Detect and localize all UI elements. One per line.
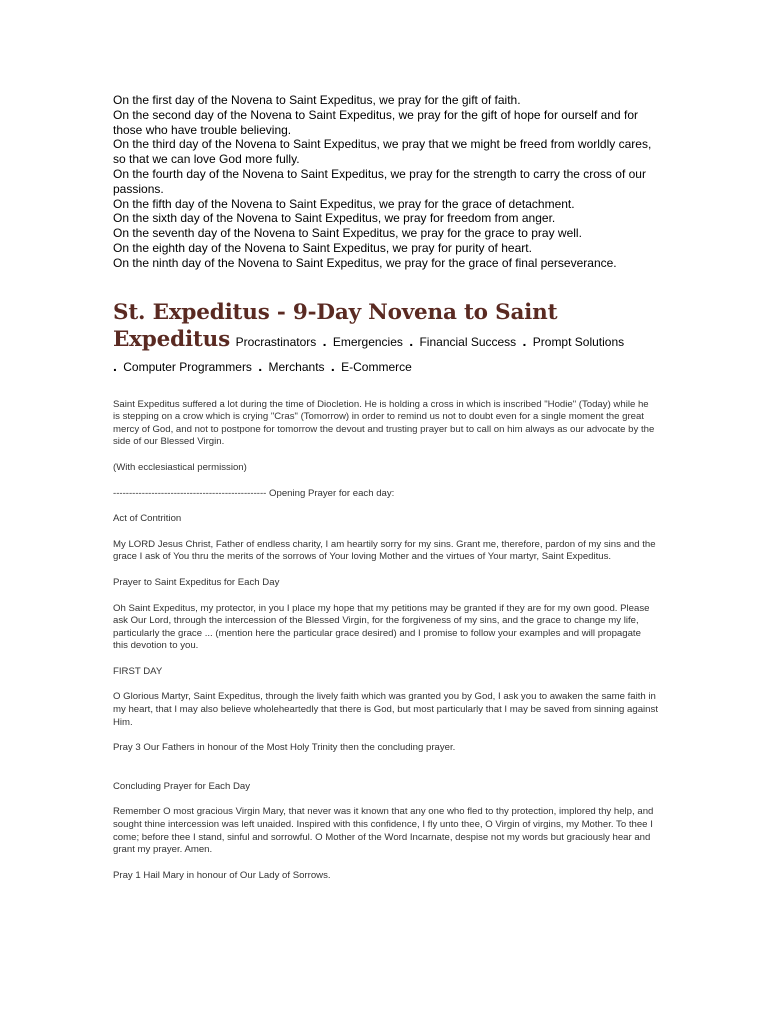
tag-separator: .	[322, 332, 327, 349]
intention-day-8: On the eighth day of the Novena to Saint Expeditus, we pray for purity of heart.	[113, 240, 532, 255]
tag: Merchants	[268, 359, 325, 374]
intention-day-1: On the first day of the Novena to Saint Expeditus, we pray for the gift of faith.	[113, 93, 521, 107]
tag-separator: .	[522, 332, 527, 349]
section-heading	[113, 299, 658, 379]
act-of-contrition-text: My LORD Jesus Christ, Father of endless charity, I am heartily sorry for my sins. Grant me, therefore, pardon of my sins and the grace I ask of You thru the merits of the sorrows of Your loving Mother and the virtues of Your martyr, Saint Expeditus.	[113, 538, 656, 563]
tag: Financial Success	[419, 334, 517, 349]
tag: Procrastinators	[235, 334, 317, 349]
tag-separator: .	[330, 357, 335, 374]
first-day-prayer: O Glorious Martyr, Saint Expeditus, through the lively faith which was granted you by God, I ask you to awaken the same faith in my heart, that I may also believe wholeheartedly that there is God, but most particularly that I may be saved from sinning against Him.	[113, 691, 658, 728]
concluding-prayer-text: Remember O most gracious Virgin Mary, that never was it known that any one who fled to thy protection, implored thy help, and sought thine intercession was left unaided. Inspired with this confidence, I fly unto thee, O Virgin of virgins, my Mother. To thee I come; before thee I stand, sinful and sorrowful. O Mother of the Word Incarnate, despise not my words but graciously hear and grant my prayer. Amen.	[113, 806, 654, 856]
daily-prayer-text: Oh Saint Expeditus, my protector, in you I place my hope that my petitions may be granted if they are for my own good. Please ask Our Lord, through the intercession of the Blessed Virgin, for the forgiveness of my sins, and the grace to change my life, particularly the grace ... (mention here the particular grace desired) and I promise to follow your examples and will propagate this devotion to you.	[113, 602, 650, 652]
daily-prayer-heading: Prayer to Saint Expeditus for Each Day	[113, 576, 280, 588]
intention-day-4: On the fourth day of the Novena to Saint Expeditus, we pray for the strength to carry the cross of our passions.	[113, 166, 646, 196]
intention-day-9: On the ninth day of the Novena to Saint Expeditus, we pray for the grace of final perseverance.	[113, 255, 617, 270]
permission-note: (With ecclesiastical permission)	[113, 461, 247, 473]
intro-paragraph: Saint Expeditus suffered a lot during the time of Diocletion. He is holding a cross in which is inscribed "Hodie" (Today) while he is stepping on a crow which is crying "Cras" (Tomorrow) in order to remind us not to doubt even for a single moment the great mercy of God, and not to postpone for tomorrow the devout and trusting prayer but to call on him always as our advocate by the side of our Blessed Virgin.	[113, 398, 655, 448]
intention-day-7: On the seventh day of the Novena to Saint Expeditus, we pray for the grace to pray well.	[113, 226, 582, 241]
tag-separator: .	[113, 357, 117, 374]
intention-day-3: On the third day of the Novena to Saint Expeditus, we pray that we might be freed from worldly cares, so that we can love God more fully.	[113, 137, 652, 167]
tag-separator: .	[258, 357, 263, 374]
first-day-instruction: Pray 3 Our Fathers in honour of the Most Holy Trinity then the concluding prayer.	[113, 742, 456, 754]
intention-day-6: On the sixth day of the Novena to Saint Expeditus, we pray for freedom from anger.	[113, 211, 556, 226]
opening-prayer-label: ------------------------------------------------ Opening Prayer for each day:	[113, 487, 395, 499]
act-of-contrition-heading: Act of Contrition	[113, 513, 182, 525]
tag: Prompt Solutions	[532, 334, 625, 349]
hail-mary-instruction: Pray 1 Hail Mary in honour of Our Lady of Sorrows.	[113, 869, 331, 881]
tag: E-Commerce	[341, 359, 412, 374]
novena-day-intentions	[113, 93, 658, 271]
tag: Computer Programmers	[123, 359, 252, 374]
first-day-heading: FIRST DAY	[113, 665, 163, 677]
intention-day-2: On the second day of the Novena to Saint Expeditus, we pray for the gift of hope for ourself and for those who have trouble believing.	[113, 107, 638, 137]
tag: Emergencies	[332, 334, 403, 349]
intention-day-5: On the fifth day of the Novena to Saint Expeditus, we pray for the grace of detachment.	[113, 196, 575, 211]
concluding-prayer-heading: Concluding Prayer for Each Day	[113, 780, 251, 792]
novena-body	[113, 399, 658, 883]
page-title: St. Expeditus - 9-Day Novena to Saint Expeditus	[113, 299, 558, 352]
document-page	[113, 93, 658, 895]
tag-separator: .	[409, 332, 414, 349]
